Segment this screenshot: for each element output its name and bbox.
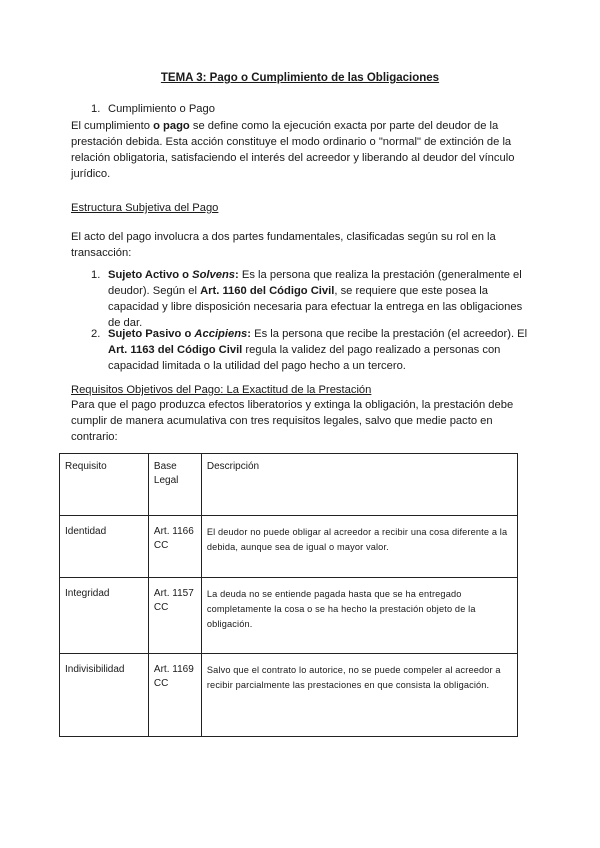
list-item-accipiens <box>108 326 528 374</box>
header-cell: Descripción <box>201 454 517 516</box>
item-latin-term: Solvens <box>192 269 236 281</box>
objective-intro: Para que el pago produzca efectos liberatorios y extinga la obligación, la prestación debe cumplir de manera acumulativa con tres requisitos legales, salvo que medie pacto en contrario: <box>71 399 514 443</box>
list-item-solvens <box>108 267 523 331</box>
subjective-heading: Estructura Subjetiva del Pago <box>71 202 219 214</box>
header-cell: Base Legal <box>148 454 201 516</box>
item-colon: : <box>247 328 252 340</box>
legal-basis-cell: Art. 1166 CC <box>148 516 201 578</box>
description-cell: El deudor no puede obligar al acreedor a recibir una cosa diferente a la debida, aunque sea de igual o mayor valor. <box>201 516 517 578</box>
table-row <box>60 578 518 654</box>
item-text: Es la persona que recibe la prestación (el acreedor). El <box>251 328 528 340</box>
item-text: Es la persona que realiza la prestación (generalmente el deudor). Según el <box>108 269 522 297</box>
intro-text-end: se define como la ejecución exacta por parte del deudor de la prestación debida. Esta acción constituye el modo ordinario o "normal" de extinción de la relación obligatoria, satisfaciendo el interés del acreedor y liberando al deudor del vínculo jurídico. <box>71 120 515 180</box>
intro-bold: o pago <box>153 120 190 132</box>
intro-text-start: El cumplimiento <box>71 120 154 132</box>
requirement-cell: Integridad <box>60 578 149 654</box>
item-text-end: regula la validez del pago realizado a personas con capacidad limitada o la utilidad del pago hecho a un tercero. <box>108 344 501 372</box>
item-colon: : <box>235 269 239 281</box>
requirement-cell: Identidad <box>60 516 149 578</box>
list-item-number: 1. <box>91 269 101 281</box>
item-latin-term: Accipiens <box>194 328 248 340</box>
requirement-cell: Indivisibilidad <box>60 654 149 737</box>
subjective-intro: El acto del pago involucra a dos partes fundamentales, clasificadas según su rol en la transacción: <box>71 231 496 259</box>
intro-paragraph <box>71 118 531 182</box>
section-heading: Cumplimiento o Pago <box>108 103 215 115</box>
table-row <box>60 654 518 737</box>
item-term: Sujeto Activo o <box>108 269 193 281</box>
table-header-row <box>60 454 518 516</box>
document-title: TEMA 3: Pago o Cumplimiento de las Obligaciones <box>160 72 440 84</box>
legal-basis-cell: Art. 1169 CC <box>148 654 201 737</box>
item-text-end: , se requiere que este posea la capacidad y libre disposición necesaria para efectuar la entrega en las obligaciones de dar. <box>108 285 523 329</box>
description-cell: La deuda no se entiende pagada hasta que se ha entregado completamente la cosa o se ha hecho la prestación objeto de la obligación. <box>201 578 517 654</box>
item-article: Art. 1160 del Código Civil <box>200 285 335 297</box>
objective-heading: Requisitos Objetivos del Pago: La Exactitud de la Prestación <box>71 384 372 396</box>
section-number: 1. <box>91 103 101 115</box>
item-article: Art. 1163 del Código Civil <box>108 344 243 356</box>
table-row <box>60 516 518 578</box>
item-term: Sujeto Pasivo o <box>108 328 195 340</box>
list-item-number: 2. <box>91 328 101 340</box>
header-cell: Requisito <box>60 454 149 516</box>
description-cell: Salvo que el contrato lo autorice, no se puede compeler al acreedor a recibir parcialmente las prestaciones en que consista la obligación. <box>201 654 517 737</box>
legal-basis-cell: Art. 1157 CC <box>148 578 201 654</box>
requirements-table <box>59 453 518 737</box>
